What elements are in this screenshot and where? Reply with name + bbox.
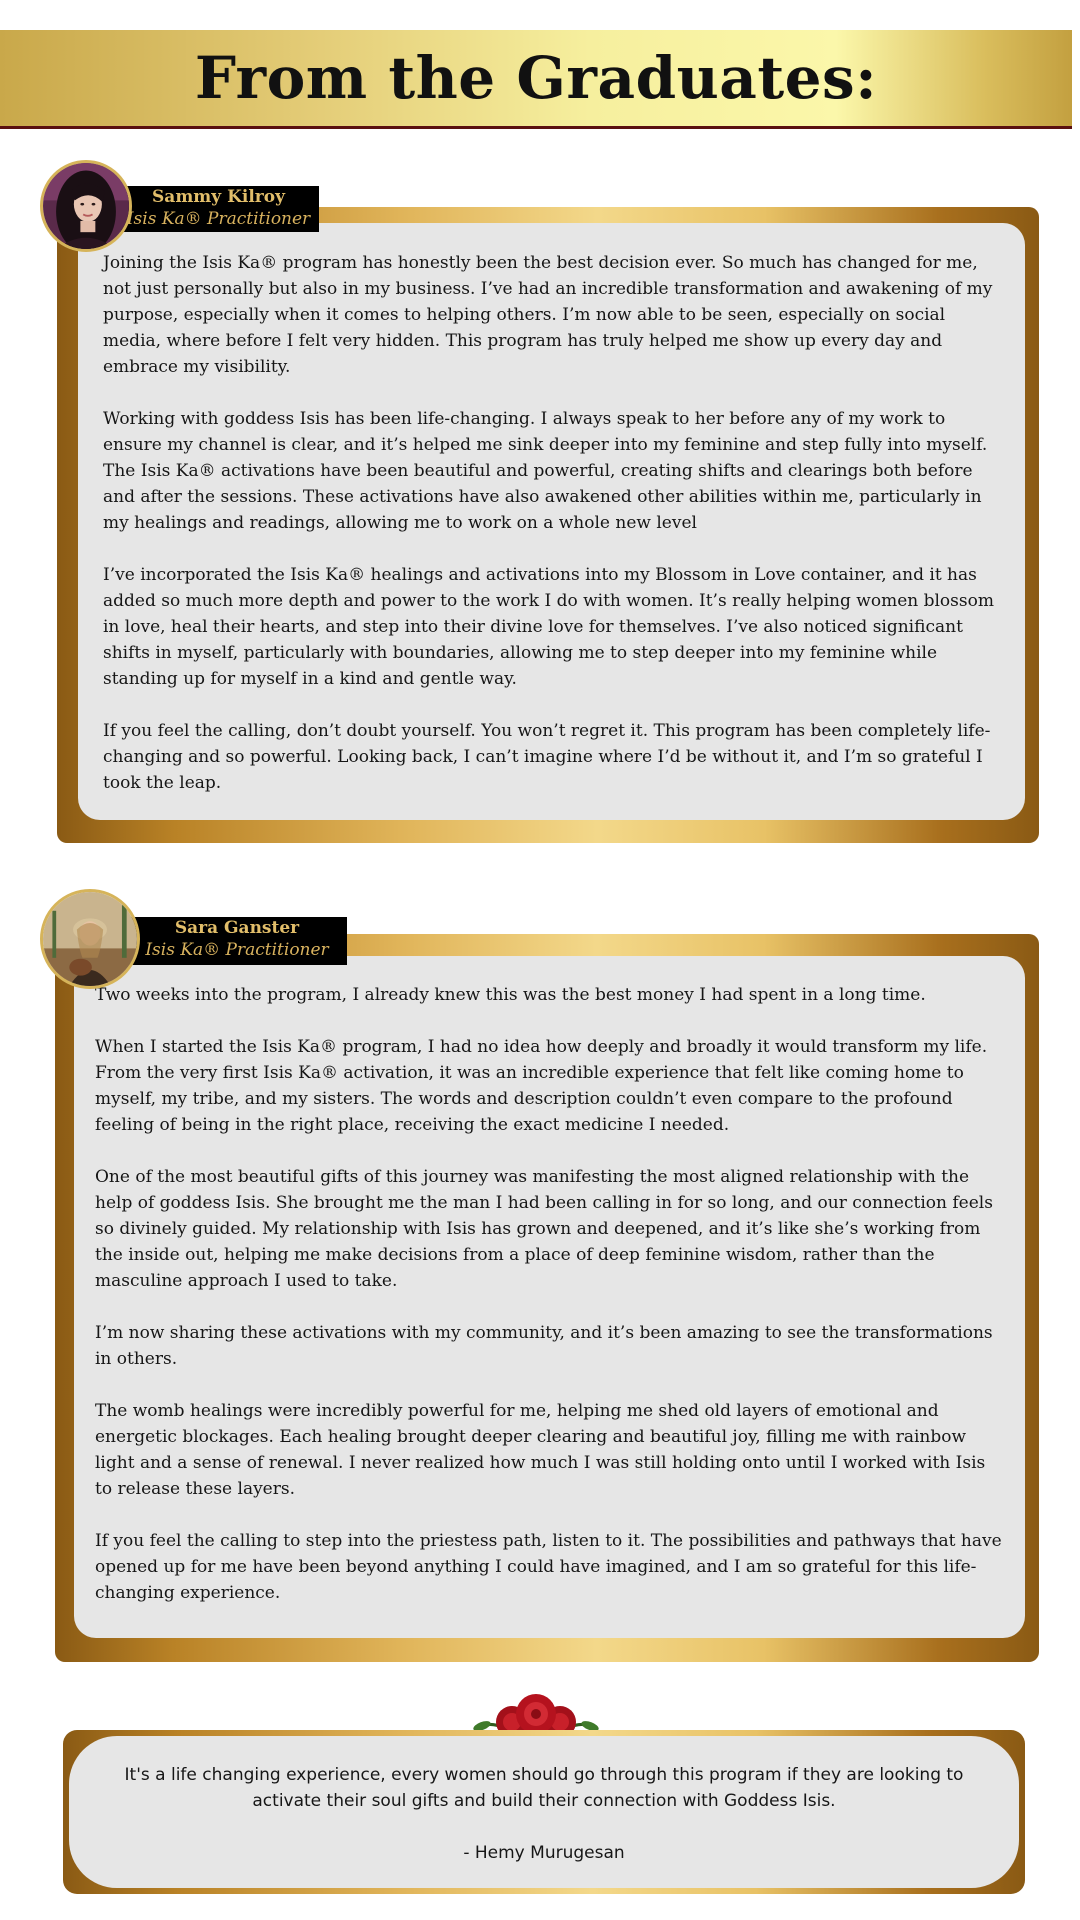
testimonial-paragraph: One of the most beautiful gifts of this journey was manifesting the most aligned relationship with the help of goddess Isis. She brought me the man I had been calling in for so long, and our connection feels so divinely guided. My relationship with Isis has grown and deepened, and it’s like she’s working from the inside out, helping me make decisions from a place of deep feminine wisdom, rather than the masculine approach I used to take. xyxy=(95,1167,993,1291)
closing-quote-body xyxy=(69,1736,1019,1888)
testimonial-text xyxy=(95,982,1005,1606)
testimonial-paragraph: If you feel the calling to step into the priestess path, listen to it. The possibilities and pathways that have opened up for me have been beyond anything I could have imagined, and I am so grateful for this life-changing experience. xyxy=(95,1531,1002,1603)
nameplate xyxy=(127,917,347,965)
author-name: Sara Ganster xyxy=(174,918,300,938)
testimonial-paragraph: Working with goddess Isis has been life-changing. I always speak to her before any of my work to ensure my channel is clear, and it’s helped me sink deeper into my feminine and step fully into myself. The Isis Ka® activations have been beautiful and powerful, creating shifts and clearings both before and after the sessions. These activations have also awakened other abilities within me, particularly in my healings and readings, allowing me to work on a whole new level xyxy=(103,409,988,533)
nameplate xyxy=(118,186,319,232)
avatar xyxy=(40,160,132,252)
testimonial-paragraph: Two weeks into the program, I already knew this was the best money I had spent in a long time. xyxy=(95,985,926,1005)
avatar-portrait-icon xyxy=(43,892,137,986)
testimonial-card xyxy=(57,207,1039,843)
testimonial-paragraph: Joining the Isis Ka® program has honestly been the best decision ever. So much has changed for me, not just personally but also in my business. I’ve had an incredible transformation and awakening of my purpose, especially when it comes to helping others. I’m now able to be seen, especially on social media, where before I felt very hidden. This program has truly helped me show up every day and embrace my visibility. xyxy=(103,253,993,377)
avatar xyxy=(40,889,140,989)
testimonial-body xyxy=(74,956,1025,1638)
avatar-portrait-icon xyxy=(43,163,129,249)
header-banner xyxy=(0,30,1072,129)
closing-quote-text: It's a life changing experience, every women should go through this program if they are looking to activate their soul gifts and build their connection with Goddess Isis. xyxy=(124,1765,964,1811)
testimonial-text xyxy=(103,250,995,796)
author-role: Isis Ka® Practitioner xyxy=(126,209,311,229)
testimonial-card xyxy=(55,934,1039,1662)
testimonial-paragraph: The womb healings were incredibly powerful for me, helping me shed old layers of emotional and energetic blockages. Each healing brought deeper clearing and beautiful joy, filling me with rainbow light and a sense of renewal. I never realized how much I was still holding onto until I worked with Isis to release these layers. xyxy=(95,1401,986,1499)
testimonial-paragraph: I’m now sharing these activations with my community, and it’s been amazing to see the transformations in others. xyxy=(95,1323,993,1369)
page-title: From the Graduates: xyxy=(194,44,878,112)
testimonial-body xyxy=(78,223,1025,820)
closing-quote-card xyxy=(63,1730,1025,1894)
author-name: Sammy Kilroy xyxy=(152,187,285,207)
closing-quote-attribution: - Hemy Murugesan xyxy=(463,1843,625,1863)
testimonial-paragraph: I’ve incorporated the Isis Ka® healings and activations into my Blossom in Love container, and it has added so much more depth and power to the work I do with women. It’s really helping women blossom in love, heal their hearts, and step into their divine love for themselves. I’ve also noticed significant shifts in myself, particularly with boundaries, allowing me to step deeper into my feminine while standing up for myself in a kind and gentle way. xyxy=(103,565,994,689)
author-role: Isis Ka® Practitioner xyxy=(145,940,329,960)
testimonial-paragraph: When I started the Isis Ka® program, I had no idea how deeply and broadly it would transform my life. From the very first Isis Ka® activation, it was an incredible experience that felt like coming home to myself, my tribe, and my sisters. The words and description couldn’t even compare to the profound feeling of being in the right place, receiving the exact medicine I needed. xyxy=(95,1037,988,1135)
testimonial-paragraph: If you feel the calling, don’t doubt yourself. You won’t regret it. This program has been completely life-changing and so powerful. Looking back, I can’t imagine where I’d be without it, and I’m so grateful I took the leap. xyxy=(103,721,991,793)
